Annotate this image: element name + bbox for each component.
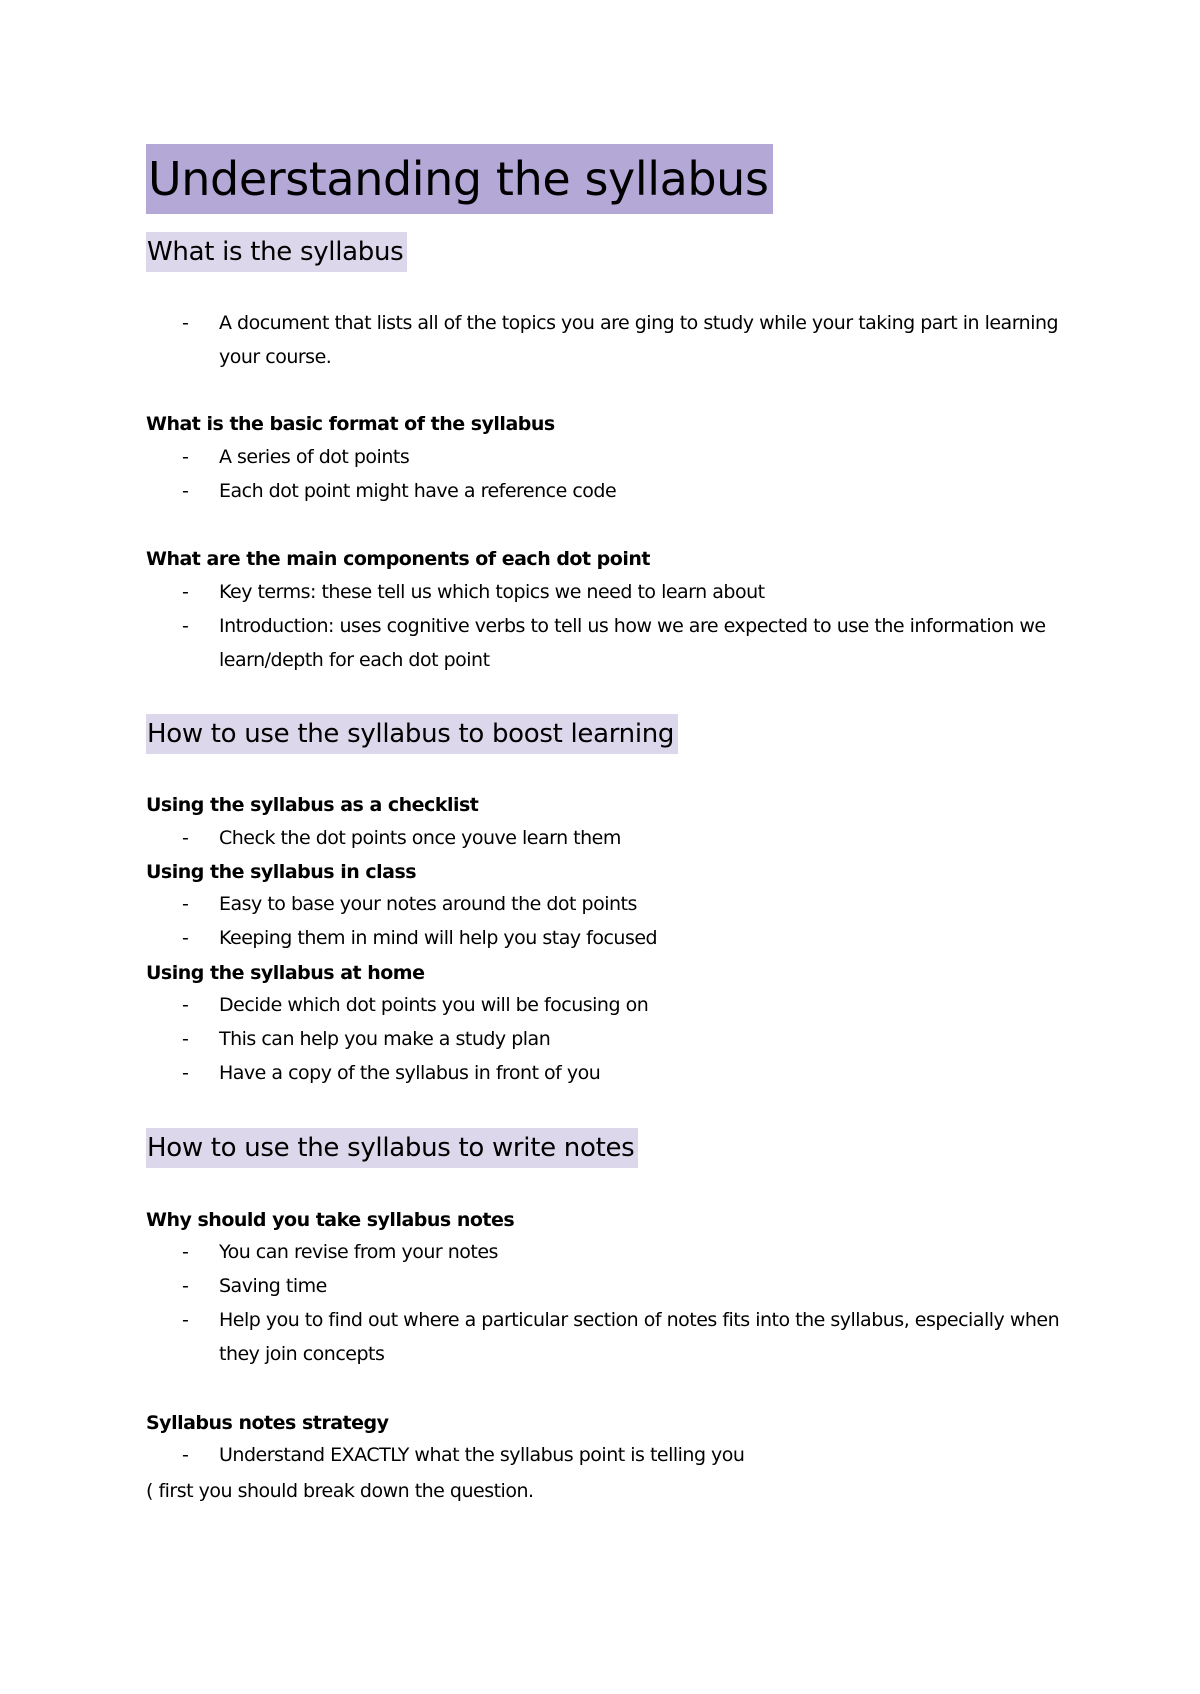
page-title: Understanding the syllabus [146, 144, 773, 214]
subheading-in-class: Using the syllabus in class [146, 861, 417, 883]
list-item [182, 922, 1082, 956]
strategy-note: ( first you should break down the question. [146, 1480, 534, 1502]
list-item-text: Understand EXACTLY what the syllabus point is telling you [219, 1444, 745, 1466]
bullet-dash: - [182, 827, 189, 849]
bullet-dash: - [182, 1275, 189, 1297]
bullet-dash: - [182, 446, 189, 468]
bullet-dash: - [182, 1062, 189, 1084]
list-item-text: Introduction: uses cognitive verbs to tell us how we are expected to use the information we learn/depth for each dot point [219, 615, 1046, 671]
bullet-dash: - [182, 927, 189, 949]
list-item-text: Decide which dot points you will be focusing on [219, 994, 649, 1016]
list-item [182, 888, 1082, 922]
list-item-text: Easy to base your notes around the dot points [219, 893, 637, 915]
list-item [182, 1236, 1082, 1270]
subheading-basic-format: What is the basic format of the syllabus [146, 413, 555, 435]
list-item-text: Key terms: these tell us which topics we need to learn about [219, 581, 765, 603]
subheading-notes-strategy: Syllabus notes strategy [146, 1412, 389, 1434]
list-item [182, 475, 1082, 509]
list-item [182, 576, 1082, 610]
list-item [182, 441, 1082, 475]
list-item-text: Keeping them in mind will help you stay focused [219, 927, 658, 949]
list-item-text: Saving time [219, 1275, 327, 1297]
bullet-dash: - [182, 615, 189, 637]
bullet-dash: - [182, 1241, 189, 1263]
bullet-dash: - [182, 1028, 189, 1050]
bullet-dash: - [182, 994, 189, 1016]
bullet-dash: - [182, 581, 189, 603]
list-item [182, 1057, 1082, 1091]
section-heading-what-is-syllabus: What is the syllabus [146, 232, 407, 272]
list-item-text: A document that lists all of the topics you are ging to study while your taking part in learning your course. [219, 312, 1059, 368]
bullet-dash: - [182, 893, 189, 915]
list-item-text: Have a copy of the syllabus in front of you [219, 1062, 601, 1084]
section-heading-boost-learning: How to use the syllabus to boost learning [146, 714, 678, 754]
list-item [182, 1270, 1082, 1304]
list-item-text: This can help you make a study plan [219, 1028, 551, 1050]
list-item [182, 307, 1082, 374]
list-item-text: You can revise from your notes [219, 1241, 498, 1263]
bullet-dash: - [182, 480, 189, 502]
list-item [182, 1304, 1082, 1371]
list-item [182, 610, 1082, 677]
subheading-at-home: Using the syllabus at home [146, 962, 425, 984]
list-item [182, 822, 1082, 856]
list-item [182, 989, 1082, 1023]
bullet-dash: - [182, 1444, 189, 1466]
list-item-text: Help you to find out where a particular section of notes fits into the syllabus, especially when they join concepts [219, 1309, 1060, 1365]
bullet-dash: - [182, 312, 189, 334]
bullet-dash: - [182, 1309, 189, 1331]
list-item [182, 1439, 1082, 1473]
list-item-text: A series of dot points [219, 446, 410, 468]
list-item-text: Check the dot points once youve learn them [219, 827, 621, 849]
list-item-text: Each dot point might have a reference code [219, 480, 617, 502]
list-item [182, 1023, 1082, 1057]
subheading-checklist: Using the syllabus as a checklist [146, 794, 479, 816]
section-heading-write-notes: How to use the syllabus to write notes [146, 1128, 638, 1168]
subheading-main-components: What are the main components of each dot point [146, 548, 650, 570]
subheading-why-notes: Why should you take syllabus notes [146, 1209, 515, 1231]
